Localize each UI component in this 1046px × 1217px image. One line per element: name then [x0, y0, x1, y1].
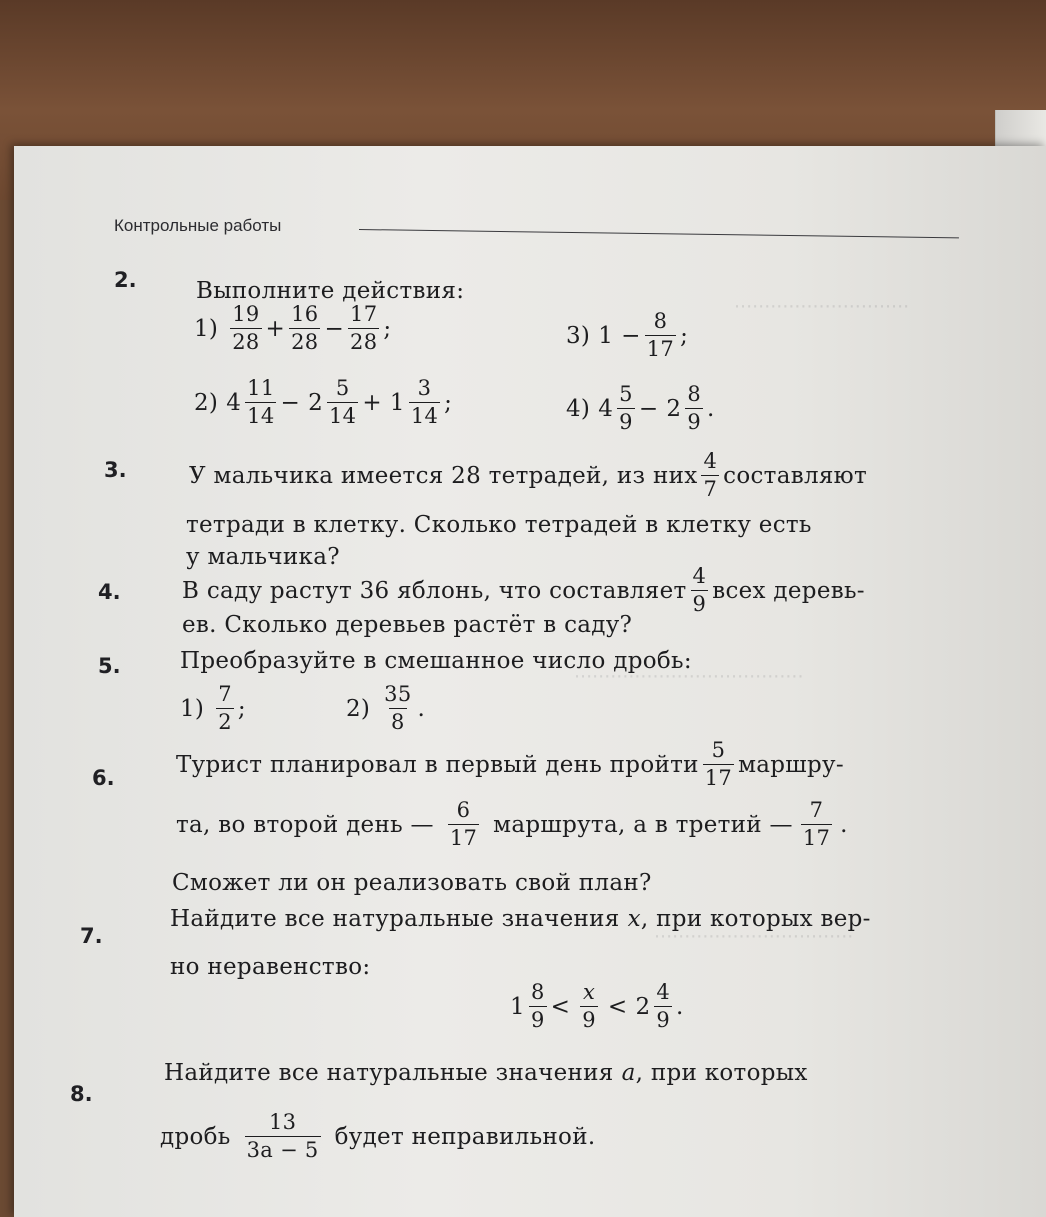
- task-6-line-3: [172, 870, 652, 896]
- task-6-line-2: [176, 800, 848, 849]
- operator: <: [607, 993, 628, 1020]
- task-4-line-1: [182, 566, 865, 615]
- numerator: 3: [417, 376, 432, 400]
- task-8-line-2: [160, 1112, 595, 1161]
- fraction: [289, 304, 320, 353]
- fraction: [327, 378, 358, 427]
- fraction: [529, 982, 547, 1031]
- fraction: [701, 451, 719, 500]
- task-2-intro: [196, 278, 464, 304]
- variable: x: [627, 906, 641, 932]
- task-text: составляют: [723, 462, 868, 489]
- numerator: 7: [218, 682, 232, 706]
- whole-number: 1: [510, 993, 525, 1020]
- header-rule: [359, 229, 959, 238]
- denominator: 28: [232, 330, 260, 354]
- task-number: 8.: [70, 1082, 93, 1106]
- task-7-line-1: [170, 906, 871, 932]
- denominator: 9: [656, 1008, 671, 1032]
- task-text: маршру-: [738, 751, 844, 778]
- task-7-inequality: [510, 982, 684, 1031]
- task-text: ев. Сколько деревьев растёт в саду?: [182, 612, 633, 638]
- task-number: 6.: [92, 766, 115, 790]
- task-text: Преобразуйте в смешанное число дробь:: [180, 648, 692, 674]
- operator: −: [280, 389, 301, 416]
- denominator: 9: [692, 592, 707, 616]
- task-text: но неравенство:: [170, 954, 371, 980]
- numerator: 13: [268, 1110, 297, 1134]
- denominator: 14: [329, 404, 357, 428]
- whole-number: 1: [598, 322, 614, 349]
- denominator: 14: [410, 404, 439, 428]
- running-header: Контрольные работы: [114, 216, 282, 235]
- task-3-line-2: [186, 512, 812, 538]
- task-text: Выполните действия:: [196, 278, 465, 304]
- task-5-items: [180, 684, 425, 733]
- punctuation: ;: [237, 695, 246, 722]
- whole-number: 2: [308, 389, 323, 416]
- numerator: 5: [619, 382, 633, 406]
- bleed-through-text: ·································: [654, 926, 854, 948]
- numerator: 17: [350, 302, 378, 326]
- task-text: маршрута, а в третий —: [493, 811, 793, 838]
- denominator: 14: [247, 404, 275, 428]
- operator: −: [324, 315, 345, 342]
- task-text: Турист планировал в первый день пройти: [176, 751, 699, 778]
- task-2-item-1: [194, 304, 391, 353]
- operator: +: [265, 315, 286, 342]
- fraction: [245, 1112, 321, 1161]
- punctuation: ;: [444, 389, 453, 416]
- numerator: 4: [656, 980, 671, 1004]
- numerator: 19: [232, 302, 260, 326]
- task-text: дробь: [160, 1123, 231, 1150]
- numerator: x: [582, 980, 596, 1004]
- task-number: 5.: [98, 654, 121, 678]
- task-text: та, во второй день —: [176, 811, 434, 838]
- fraction: [409, 378, 440, 427]
- task-3-line-1: [189, 451, 867, 500]
- fraction: [348, 304, 379, 353]
- fraction: [801, 800, 832, 849]
- task-2-item-4: [566, 384, 715, 433]
- numerator: 8: [687, 382, 702, 406]
- task-number: 4.: [98, 580, 121, 604]
- punctuation: .: [417, 695, 426, 722]
- punctuation: ;: [680, 322, 689, 349]
- fraction: [685, 384, 703, 433]
- fraction: [382, 684, 413, 733]
- punctuation: .: [676, 993, 684, 1020]
- punctuation: .: [707, 395, 715, 422]
- whole-number: 1: [389, 389, 405, 416]
- numerator: 16: [291, 302, 319, 326]
- task-text: В саду растут 36 яблонь, что составляет: [182, 577, 687, 604]
- operator: −: [621, 322, 641, 349]
- item-label: 1): [194, 315, 219, 342]
- numerator: 6: [456, 798, 471, 822]
- denominator: 2: [218, 710, 232, 734]
- item-label: 3): [566, 322, 591, 349]
- fraction: [580, 982, 598, 1031]
- task-4-line-2: [182, 612, 632, 638]
- denominator: 17: [802, 826, 831, 850]
- denominator: 28: [350, 330, 378, 354]
- task-text: тетради в клетку. Сколько тетрадей в клетку есть: [186, 512, 812, 538]
- task-text: всех деревь-: [712, 577, 865, 604]
- whole-number: 4: [598, 395, 614, 422]
- task-number: 7.: [80, 924, 103, 948]
- whole-number: 4: [226, 389, 242, 416]
- task-text: У мальчика имеется 28 тетрадей, из них: [189, 462, 698, 489]
- task-text: Найдите все натуральные значения: [170, 906, 620, 932]
- task-text: будет неправильной.: [334, 1123, 596, 1150]
- operator: +: [362, 389, 382, 416]
- task-text: у мальчика?: [186, 544, 340, 570]
- whole-number: 2: [635, 993, 651, 1020]
- item-label: 2): [345, 695, 371, 722]
- operator: −: [638, 395, 659, 422]
- denominator: 7: [703, 477, 718, 501]
- task-8-line-1: [164, 1060, 808, 1086]
- numerator: 11: [247, 376, 275, 400]
- denominator: 17: [646, 337, 675, 361]
- whole-number: 2: [666, 395, 682, 422]
- item-label: 1): [180, 695, 205, 722]
- bleed-through-text: ·····························: [734, 296, 910, 318]
- fraction: [245, 378, 276, 427]
- numerator: 7: [809, 798, 824, 822]
- denominator: 9: [687, 410, 702, 434]
- numerator: 8: [530, 980, 545, 1004]
- fraction: [617, 384, 635, 433]
- fraction: [216, 684, 234, 733]
- variable: a: [621, 1060, 636, 1086]
- fraction: [645, 311, 676, 360]
- task-text: , при которых: [635, 1060, 808, 1086]
- task-2-item-2: [194, 378, 452, 427]
- fraction: [654, 982, 672, 1031]
- denominator: 9: [582, 1008, 596, 1032]
- item-label: 4): [566, 395, 591, 422]
- numerator: 5: [711, 738, 726, 762]
- task-6-line-1: [176, 740, 844, 789]
- item-label: 2): [194, 389, 219, 416]
- task-number: 3.: [104, 458, 127, 482]
- fraction: [703, 740, 734, 789]
- task-2-item-3: [566, 311, 688, 360]
- denominator: 9: [530, 1008, 545, 1032]
- denominator: 28: [291, 330, 319, 354]
- task-7-line-2: [170, 954, 370, 980]
- task-5-line-1: [180, 648, 692, 674]
- denominator: 17: [449, 826, 478, 850]
- denominator: 9: [619, 410, 633, 434]
- task-text: , при которых вер-: [640, 906, 871, 932]
- denominator: 17: [704, 766, 733, 790]
- numerator: 4: [692, 564, 707, 588]
- task-text: Сможет ли он реализовать свой план?: [172, 870, 652, 896]
- fraction: [448, 800, 479, 849]
- punctuation: .: [840, 811, 848, 838]
- bleed-through-text: ······································: [574, 666, 804, 688]
- numerator: 5: [335, 376, 350, 400]
- punctuation: ;: [383, 315, 392, 342]
- numerator: 35: [384, 682, 412, 706]
- textbook-page: [14, 146, 1046, 1217]
- task-number: 2.: [114, 268, 137, 292]
- fraction: [230, 304, 261, 353]
- operator: <: [550, 993, 571, 1020]
- numerator: 8: [653, 309, 668, 333]
- denominator: 8: [391, 710, 405, 734]
- denominator: 3a − 5: [246, 1138, 319, 1162]
- fraction: [691, 566, 709, 615]
- task-text: Найдите все натуральные значения: [164, 1060, 614, 1086]
- numerator: 4: [703, 449, 718, 473]
